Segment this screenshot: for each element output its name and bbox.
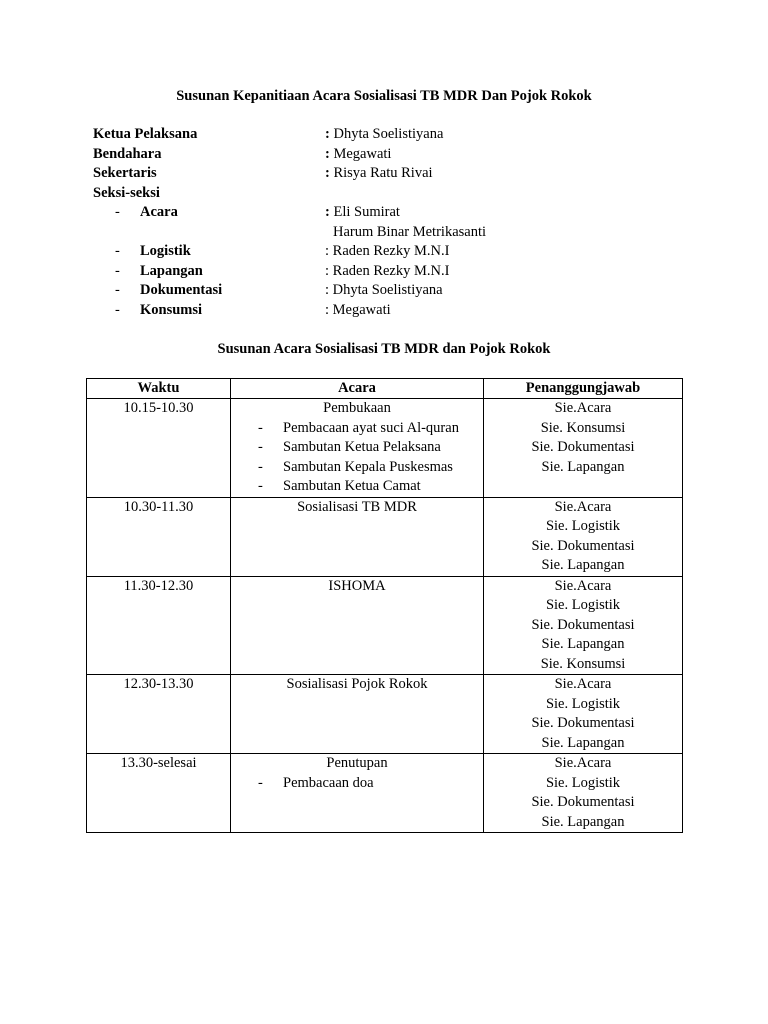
cell-penanggungjawab	[484, 399, 683, 498]
table-row	[87, 754, 683, 833]
header-penanggungjawab: Penanggungjawab	[484, 379, 683, 399]
role-value: : Raden Rezky M.N.I	[325, 262, 450, 279]
acara-subitem	[231, 438, 483, 458]
committee-row-lapangan	[93, 262, 693, 282]
committee-row-dokumentasi	[93, 281, 693, 301]
pj-item: Sie. Dokumentasi	[531, 715, 635, 731]
role-value: : Megawati	[325, 145, 392, 162]
acara-title: Sosialisasi TB MDR	[297, 498, 417, 515]
acara-title: Penutupan	[326, 755, 388, 771]
cell-acara	[231, 497, 484, 576]
cell-waktu: 11.30-12.30	[87, 576, 231, 675]
acara-title: Pembukaan	[323, 400, 391, 416]
role-value: Harum Binar Metrikasanti	[333, 223, 487, 240]
pj-item: Sie. Logistik	[545, 597, 621, 613]
role-value: : Risya Ratu Rivai	[325, 165, 433, 181]
committee-title: Susunan Kepanitiaan Acara Sosialisasi TB MDR Dan Pojok Rokok	[176, 88, 592, 104]
acara-subitem	[231, 477, 483, 497]
role-value: : Eli Sumirat	[325, 204, 400, 220]
cell-waktu: 10.15-10.30	[87, 399, 231, 498]
cell-acara	[231, 754, 484, 833]
acara-title: ISHOMA	[328, 577, 386, 594]
table-row	[87, 399, 683, 498]
role-value: : Dhyta Soelistiyana	[325, 126, 444, 142]
pj-item: Sie.Acara	[554, 400, 612, 416]
committee-row-bendahara	[93, 145, 693, 165]
cell-penanggungjawab	[484, 754, 683, 833]
acara-subitem-text: Pembacaan ayat suci Al-quran	[283, 419, 459, 436]
acara-title: Sosialisasi Pojok Rokok	[286, 676, 428, 692]
cell-penanggungjawab	[484, 576, 683, 675]
bullet-dash: -	[115, 301, 120, 318]
header-waktu: Waktu	[87, 379, 231, 399]
committee-row-konsumsi	[93, 301, 693, 321]
pj-item: Sie. Dokumentasi	[531, 794, 635, 810]
cell-waktu: 12.30-13.30	[87, 675, 231, 754]
role-label: Bendahara	[93, 145, 162, 162]
committee-row-ketua	[93, 125, 693, 145]
acara-subitem-text: Sambutan Ketua Camat	[283, 478, 421, 494]
cell-waktu: 10.30-11.30	[87, 497, 231, 576]
cell-acara	[231, 399, 484, 498]
pj-item: Sie. Lapangan	[541, 557, 625, 573]
cell-acara	[231, 675, 484, 754]
pj-item: Sie.Acara	[554, 755, 612, 771]
committee-row-sekertaris	[93, 164, 693, 184]
role-label: Acara	[140, 204, 178, 220]
bullet-dash: -	[115, 204, 120, 220]
pj-item: Sie.Acara	[554, 676, 612, 692]
cell-penanggungjawab	[484, 497, 683, 576]
bullet-dash: -	[115, 282, 120, 298]
role-label: Logistik	[140, 243, 191, 259]
pj-item: Sie. Dokumentasi	[531, 537, 635, 554]
bullet-dash: -	[258, 478, 263, 494]
pj-item: Sie. Lapangan	[541, 458, 625, 475]
cell-waktu: 13.30-selesai	[87, 754, 231, 833]
pj-item: Sie. Logistik	[545, 518, 621, 534]
bullet-dash: -	[258, 458, 263, 475]
table-header-row	[87, 379, 683, 399]
role-label: Dokumentasi	[140, 282, 223, 298]
role-value: : Raden Rezky M.N.I	[325, 243, 450, 259]
bullet-dash: -	[115, 243, 120, 259]
pj-item: Sie.Acara	[554, 498, 612, 515]
pj-item: Sie. Konsumsi	[540, 419, 626, 436]
table-row	[87, 497, 683, 576]
role-label: Lapangan	[140, 262, 203, 279]
pj-item: Sie. Lapangan	[541, 734, 625, 751]
pj-item: Sie. Konsumsi	[540, 655, 626, 672]
committee-row-seksi-heading	[93, 184, 693, 204]
acara-subitem-text: Sambutan Kepala Puskesmas	[283, 458, 453, 475]
role-label: Sekertaris	[93, 165, 157, 181]
acara-subitem-text: Pembacaan doa	[283, 774, 374, 791]
committee-row-acara	[93, 203, 693, 223]
bullet-dash: -	[115, 262, 120, 279]
bullet-dash: -	[258, 774, 263, 791]
pj-item: Sie.Acara	[554, 577, 612, 594]
cell-acara	[231, 576, 484, 675]
acara-subitem	[231, 419, 483, 439]
pj-item: Sie. Logistik	[545, 774, 621, 791]
acara-subitem	[231, 458, 483, 478]
bullet-dash: -	[258, 439, 263, 455]
acara-subitem-text: Sambutan Ketua Pelaksana	[283, 439, 441, 455]
acara-subitem	[231, 774, 483, 794]
role-label: Konsumsi	[140, 301, 203, 318]
pj-item: Sie. Lapangan	[541, 636, 625, 652]
committee-list	[93, 125, 693, 320]
committee-row-logistik	[93, 242, 693, 262]
role-label: Ketua Pelaksana	[93, 126, 198, 142]
pj-item: Sie. Lapangan	[541, 813, 625, 830]
pj-item: Sie. Dokumentasi	[531, 616, 635, 633]
role-value: : Megawati	[325, 301, 391, 318]
cell-penanggungjawab	[484, 675, 683, 754]
committee-row-acara-cont	[93, 223, 693, 243]
header-acara: Acara	[231, 379, 484, 399]
seksi-heading: Seksi-seksi	[93, 184, 160, 201]
table-row	[87, 576, 683, 675]
schedule-table	[86, 378, 683, 833]
role-value: : Dhyta Soelistiyana	[325, 282, 443, 298]
bullet-dash: -	[258, 419, 263, 436]
schedule-title: Susunan Acara Sosialisasi TB MDR dan Pojok Rokok	[217, 341, 551, 357]
pj-item: Sie. Logistik	[545, 695, 621, 712]
table-row	[87, 675, 683, 754]
pj-item: Sie. Dokumentasi	[531, 439, 635, 455]
